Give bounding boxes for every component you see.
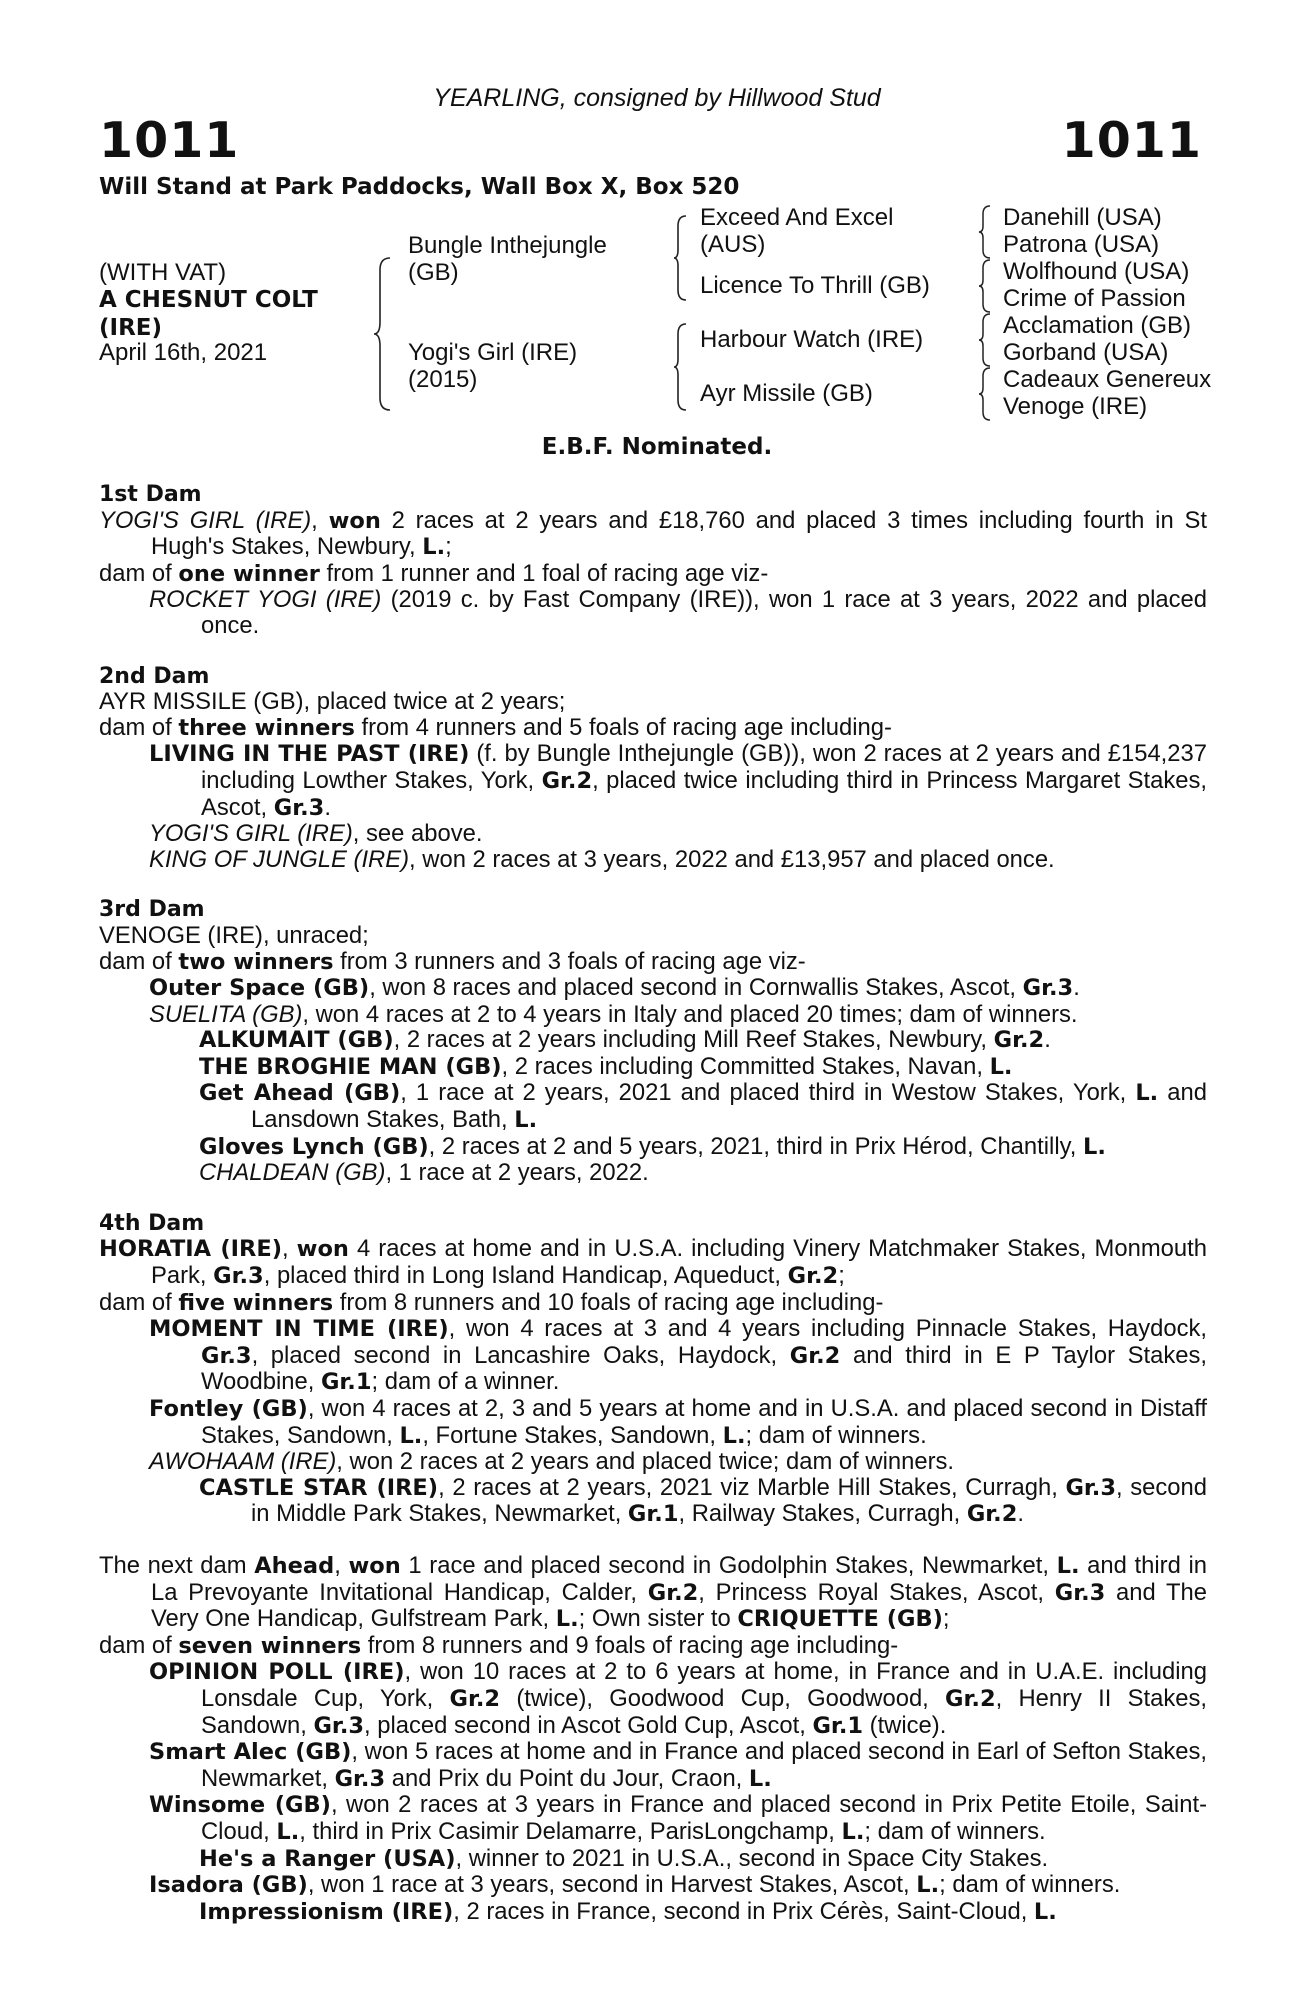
produce-summary: dam of one winner from 1 runner and 1 foal of racing age viz- — [99, 559, 769, 587]
produce-entry: Isadora (GB), won 1 race at 3 years, second in Harvest Stakes, Ascot, L.; dam of winners. — [149, 1871, 1121, 1899]
catalogue-body — [99, 482, 1207, 1925]
gen3-7: Cadeaux Genereux — [1003, 366, 1212, 393]
lot-number-right: 1011 — [1061, 112, 1202, 169]
dam-entry: YOGI'S GIRL (IRE), won 2 races at 2 years and £18,760 and placed 3 times including fourth in St Hugh's Stakes, Newbury, L.; — [99, 506, 1207, 561]
produce-entry: Winsome (GB), won 2 races at 3 years in France and placed second in Prix Petite Etoile, Saint-Cloud, L., third in Prix Casimir Delamarre, ParisLongchamp, L.; dam of winners. — [149, 1791, 1207, 1845]
produce-entry: Impressionism (IRE), 2 races in France, second in Prix Cérès, Saint-Cloud, L. — [199, 1897, 1057, 1925]
produce-entry: CHALDEAN (GB), 1 race at 2 years, 2022. — [199, 1159, 649, 1187]
second-dam-section — [99, 664, 1207, 873]
dam-entry: AYR MISSILE (GB), placed twice at 2 years; — [99, 688, 566, 716]
ebf-nominated: E.B.F. Nominated. — [541, 434, 773, 460]
dam-entry: HORATIA (IRE), won 4 races at home and in U.S.A. including Vinery Matchmaker Stakes, Monmouth Park, Gr.3, placed third in Long Island Handicap, Aqueduct, Gr.2; — [99, 1235, 1207, 1290]
produce-entry: Fontley (GB), won 4 races at 2, 3 and 5 years at home and in U.S.A. and placed second in Distaff Stakes, Sandown, L., Fortune Stakes, Sandown, L.; dam of winners. — [149, 1395, 1207, 1449]
subject-name: A CHESNUT COLT (IRE) — [99, 287, 318, 341]
gen3-bracket-3 — [978, 312, 994, 368]
produce-entry: Smart Alec (GB), won 5 races at home and in France and placed second in Earl of Sefton Stakes, Newmarket, Gr.3 and Prix du Point du Jour, Craon, L. — [149, 1738, 1207, 1792]
produce-summary: dam of five winners from 8 runners and 10 foals of racing age including- — [99, 1288, 884, 1316]
produce-summary: dam of three winners from 4 runners and 5 foals of racing age including- — [99, 713, 892, 741]
produce-entry: SUELITA (GB), won 4 races at 2 to 4 years in Italy and placed 20 times; dam of winners. — [149, 1000, 1078, 1028]
produce-entry: MOMENT IN TIME (IRE), won 4 races at 3 and 4 years including Pinnacle Stakes, Haydock, Gr.3, placed second in Lancashire Oaks, Haydock, Gr.2 and third in E P Taylor Stakes, Woodbine, Gr.1; dam of a winner. — [149, 1315, 1208, 1396]
vat-note: (WITH VAT) — [99, 259, 227, 286]
sire-dam: Licence To Thrill (GB) — [700, 272, 930, 299]
next-dam-section — [99, 1553, 1207, 1925]
produce-entry: Gloves Lynch (GB), 2 races at 2 and 5 years, 2021, third in Prix Hérod, Chantilly, L. — [199, 1132, 1106, 1160]
produce-entry: Outer Space (GB), won 8 races and placed second in Cornwallis Stakes, Ascot, Gr.3. — [149, 974, 1080, 1002]
gen3-bracket-1 — [978, 204, 994, 260]
gen3-2: Patrona (USA) — [1003, 231, 1160, 258]
produce-entry: OPINION POLL (IRE), won 10 races at 2 to 6 years at home, in France and in U.A.E. including Lonsdale Cup, York, Gr.2 (twice), Goodwood Cup, Goodwood, Gr.2, Henry II Stakes, Sandown, Gr.3, placed second in Ascot Gold Cup, Ascot, Gr.1 (twice). — [149, 1658, 1208, 1739]
dam-sire: Harbour Watch (IRE) — [700, 326, 924, 353]
stand-location: Will Stand at Park Paddocks, Wall Box X, Box 520 — [99, 174, 740, 200]
fourth-dam-section — [99, 1211, 1207, 1528]
dam-dam: Ayr Missile (GB) — [700, 380, 873, 407]
lot-number-left: 1011 — [99, 112, 240, 169]
consignor-line: YEARLING, consigned by Hillwood Stud — [433, 84, 881, 112]
produce-entry: THE BROGHIE MAN (GB), 2 races including Committed Stakes, Navan, L. — [199, 1052, 1013, 1080]
dam-name: Yogi's Girl (IRE) (2015) — [408, 339, 578, 393]
produce-entry: ROCKET YOGI (IRE) (2019 c. by Fast Company (IRE)), won 1 race at 3 years, 2022 and placed once. — [149, 586, 1207, 639]
first-dam-section — [99, 482, 1207, 639]
section-heading: 1st Dam — [99, 482, 202, 507]
gen3-3: Wolfhound (USA) — [1003, 258, 1190, 285]
produce-summary: dam of two winners from 3 runners and 3 foals of racing age viz- — [99, 947, 806, 975]
produce-entry: He's a Ranger (USA), winner to 2021 in U.S.A., second in Space City Stakes. — [199, 1844, 1049, 1872]
gen3-8: Venoge (IRE) — [1003, 393, 1148, 420]
gen3-bracket-2 — [978, 258, 994, 314]
sire-bracket — [672, 214, 690, 302]
produce-entry: LIVING IN THE PAST (IRE) (f. by Bungle Inthejungle (GB)), won 2 races at 2 years and £154,237 including Lowther Stakes, York, Gr.2, placed twice including third in Princess Margaret Stakes, Ascot, Gr.3. — [149, 740, 1207, 821]
foaling-date: April 16th, 2021 — [99, 339, 268, 366]
dam-entry: VENOGE (IRE), unraced; — [99, 921, 369, 949]
dam-bracket — [672, 322, 690, 412]
gen3-5: Acclamation (GB) — [1003, 312, 1192, 339]
produce-entry: ALKUMAIT (GB), 2 races at 2 years including Mill Reef Stakes, Newbury, Gr.2. — [199, 1026, 1051, 1054]
dam-entry: The next dam Ahead, won 1 race and placed second in Godolphin Stakes, Newmarket, L. and third in La Prevoyante Invitational Handicap, Calder, Gr.2, Princess Royal Stakes, Ascot, Gr.3 and The Very One Handicap, Gulfstream Park, L.; Own sister to CRIQUETTE (GB); — [99, 1551, 1207, 1633]
third-dam-section — [99, 897, 1207, 1186]
section-heading: 2nd Dam — [99, 663, 210, 689]
subject-bracket — [372, 256, 394, 412]
gen3-4: Crime of Passion — [1003, 285, 1186, 312]
gen3-6: Gorband (USA) — [1003, 339, 1169, 366]
sire-sire: Exceed And Excel (AUS) — [700, 204, 894, 258]
produce-entry: Get Ahead (GB), 1 race at 2 years, 2021 and placed third in Westow Stakes, York, L. and Lansdown Stakes, Bath, L. — [199, 1079, 1207, 1134]
section-heading: 4th Dam — [99, 1210, 205, 1236]
sire-name: Bungle Inthejungle (GB) — [408, 232, 607, 286]
produce-entry: CASTLE STAR (IRE), 2 races at 2 years, 2021 viz Marble Hill Stakes, Curragh, Gr.3, second in Middle Park Stakes, Newmarket, Gr.1, Railway Stakes, Curragh, Gr.2. — [199, 1473, 1208, 1528]
produce-entry: AWOHAAM (IRE), won 2 races at 2 years and placed twice; dam of winners. — [149, 1448, 955, 1476]
gen3-bracket-4 — [978, 366, 994, 422]
produce-entry: KING OF JUNGLE (IRE), won 2 races at 3 years, 2022 and £13,957 and placed once. — [149, 845, 1055, 873]
produce-summary: dam of seven winners from 8 runners and 9 foals of racing age including- — [99, 1631, 899, 1659]
section-heading: 3rd Dam — [99, 897, 205, 923]
gen3-1: Danehill (USA) — [1003, 204, 1162, 231]
produce-entry: YOGI'S GIRL (IRE), see above. — [149, 820, 483, 848]
